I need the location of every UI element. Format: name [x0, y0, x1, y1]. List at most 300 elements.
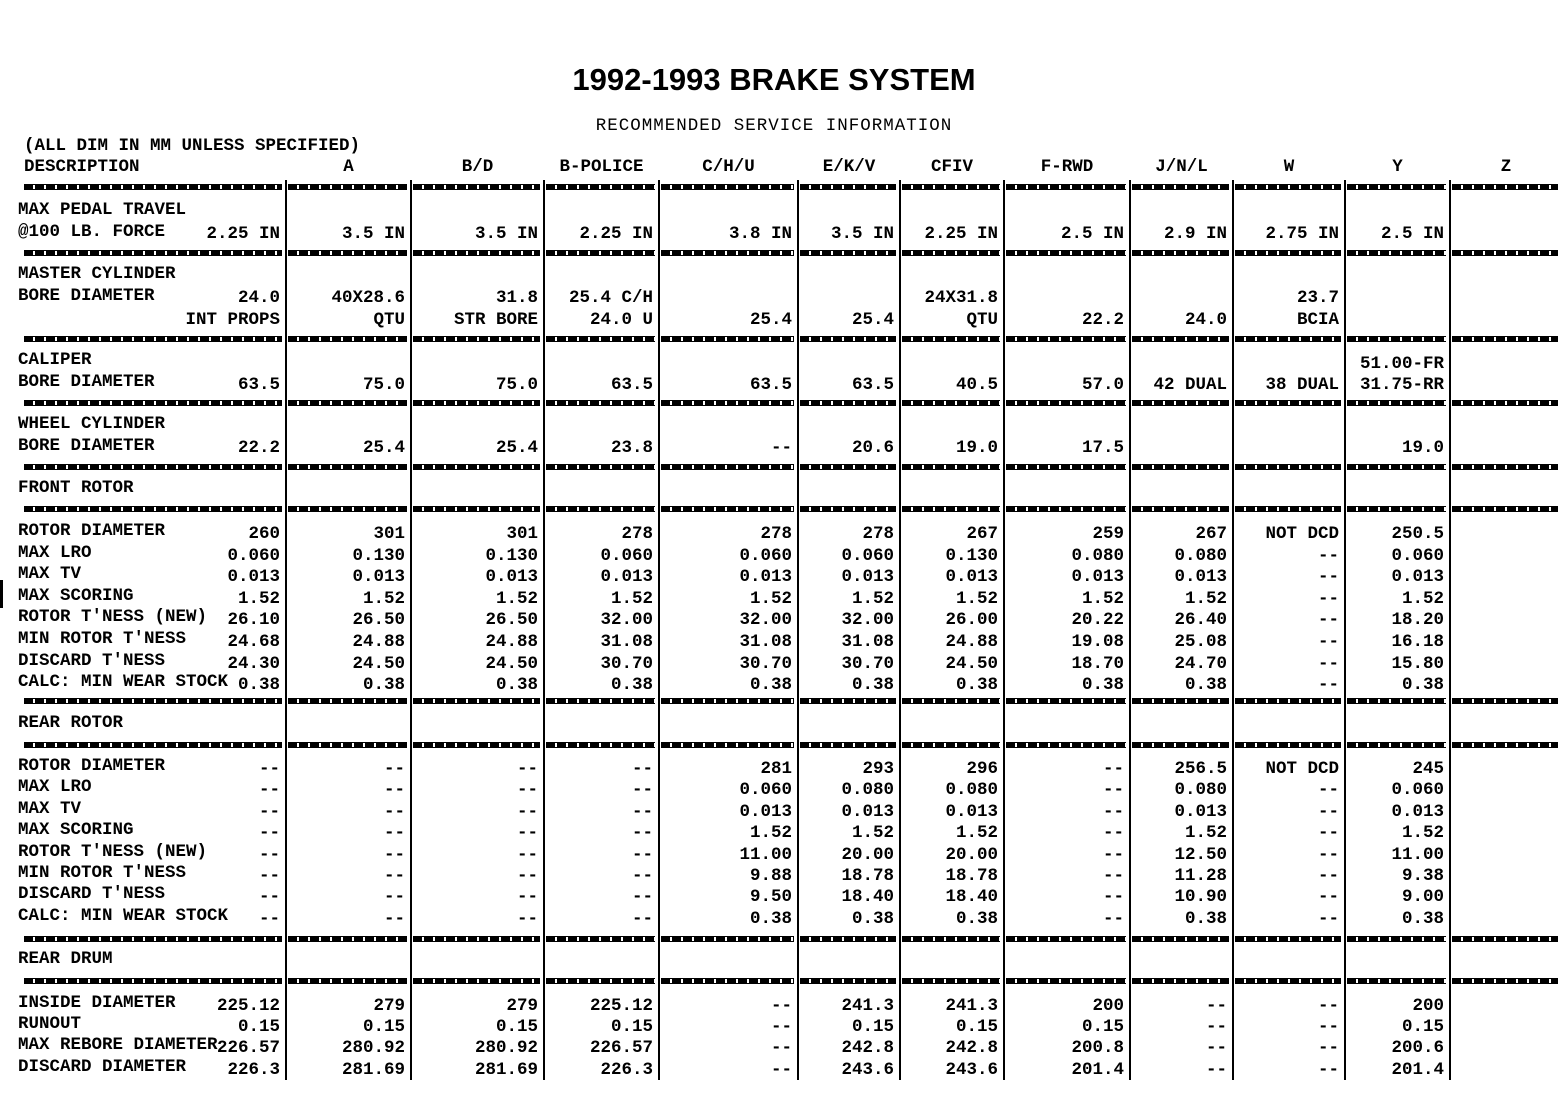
- table-cell: 245: [1412, 759, 1444, 779]
- table-cell: 11.00: [739, 844, 792, 865]
- separator-rule: [1132, 506, 1229, 512]
- table-cell: 256.5: [1174, 759, 1227, 779]
- table-cell: 0.013: [1391, 567, 1444, 588]
- separator-rule: [800, 464, 896, 470]
- separator-rule: [546, 400, 655, 406]
- table-cell: 0.38: [237, 675, 280, 696]
- table-cell: --: [1317, 1017, 1339, 1038]
- table-cell: --: [770, 438, 792, 458]
- table-cell: 0.080: [1174, 545, 1227, 566]
- table-cell: 26.00: [945, 610, 998, 631]
- table-cell: 0.060: [600, 545, 653, 566]
- table-cell: --: [516, 887, 538, 908]
- table-cell: 11.28: [1174, 866, 1227, 886]
- separator-rule: [1347, 742, 1446, 748]
- row-label: DISCARD T'NESS: [18, 650, 166, 671]
- table-cell: 30.70: [739, 653, 792, 674]
- separator-rule: [24, 698, 282, 704]
- separator-rule: [413, 742, 540, 748]
- separator-rule: [546, 336, 655, 342]
- separator-rule: [24, 464, 282, 470]
- table-cell: 31.8: [495, 288, 538, 308]
- separator-rule: [902, 742, 1000, 748]
- separator-rule: [1452, 698, 1558, 704]
- table-cell: 200.6: [1391, 1038, 1444, 1059]
- row-label: INSIDE DIAMETER: [18, 993, 176, 1013]
- table-cell: 281.69: [341, 1059, 405, 1080]
- table-cell: 243.6: [945, 1059, 998, 1080]
- table-cell: --: [631, 866, 653, 886]
- separator-rule: [800, 742, 896, 748]
- table-cell: 32.00: [600, 610, 653, 631]
- separator-rule: [1132, 464, 1229, 470]
- table-cell: 9.38: [1401, 866, 1444, 886]
- table-cell: --: [1317, 780, 1339, 801]
- table-cell: 301: [506, 524, 538, 544]
- table-cell: 0.013: [485, 567, 538, 588]
- table-cell: --: [258, 908, 280, 929]
- separator-rule: [1006, 698, 1126, 704]
- table-cell: NOT DCD: [1265, 524, 1339, 544]
- table-cell: 18.78: [945, 866, 998, 886]
- table-cell: --: [1317, 844, 1339, 865]
- separator-rule: [413, 978, 540, 984]
- table-cell: 18.78: [841, 866, 894, 886]
- table-cell: 26.40: [1174, 610, 1227, 631]
- separator-rule: [661, 506, 794, 512]
- table-cell: 0.130: [485, 545, 538, 566]
- separator-rule: [661, 464, 794, 470]
- column-header: C/H/U: [702, 157, 755, 177]
- separator-rule: [288, 506, 407, 512]
- table-cell: 2.5 IN: [1060, 224, 1124, 244]
- separator-rule: [1347, 400, 1446, 406]
- table-cell: 267: [966, 524, 998, 544]
- table-cell: --: [516, 844, 538, 865]
- table-cell: STR BORE: [453, 310, 538, 330]
- table-cell: 9.00: [1401, 887, 1444, 908]
- separator-rule: [1132, 184, 1229, 190]
- table-cell: --: [516, 759, 538, 779]
- separator-rule: [1132, 336, 1229, 342]
- table-cell: 242.8: [841, 1038, 894, 1059]
- table-cell: 1.52: [610, 588, 653, 609]
- separator-rule: [1452, 400, 1558, 406]
- table-cell: 0.013: [841, 801, 894, 822]
- table-cell: 0.38: [851, 675, 894, 696]
- separator-rule: [546, 184, 655, 190]
- table-cell: 24.68: [227, 632, 280, 652]
- table-cell: 10.90: [1174, 887, 1227, 908]
- table-cell: --: [631, 887, 653, 908]
- table-cell: --: [383, 823, 405, 844]
- table-cell: 201.4: [1071, 1059, 1124, 1080]
- table-cell: --: [258, 780, 280, 801]
- table-cell: --: [1102, 908, 1124, 929]
- table-cell: 31.08: [841, 632, 894, 652]
- column-header: A: [343, 157, 354, 177]
- table-cell: 24.50: [352, 653, 405, 674]
- table-cell: NOT DCD: [1265, 759, 1339, 779]
- table-cell: 0.15: [362, 1017, 405, 1038]
- table-cell: 31.08: [600, 632, 653, 652]
- separator-rule: [1347, 336, 1446, 342]
- separator-rule: [902, 978, 1000, 984]
- table-cell: 42 DUAL: [1153, 375, 1227, 395]
- table-cell: --: [1205, 1038, 1227, 1059]
- separator-rule: [902, 698, 1000, 704]
- table-cell: 18.40: [945, 887, 998, 908]
- table-cell: 3.5 IN: [830, 224, 894, 244]
- separator-rule: [288, 336, 407, 342]
- table-cell: 19.08: [1071, 632, 1124, 652]
- table-cell: --: [383, 759, 405, 779]
- table-cell: 260: [248, 524, 280, 544]
- table-cell: 0.080: [1174, 780, 1227, 801]
- table-cell: --: [258, 801, 280, 822]
- table-cell: 0.013: [739, 801, 792, 822]
- row-label: REAR ROTOR: [18, 713, 124, 733]
- table-cell: 278: [621, 524, 653, 544]
- separator-rule: [1006, 464, 1126, 470]
- separator-rule: [413, 698, 540, 704]
- table-cell: 0.38: [749, 675, 792, 696]
- separator-rule: [1235, 978, 1341, 984]
- table-cell: 0.013: [227, 567, 280, 588]
- separator-rule: [1235, 250, 1341, 256]
- table-cell: 1.52: [749, 823, 792, 844]
- table-cell: --: [1102, 887, 1124, 908]
- table-cell: 75.0: [495, 375, 538, 395]
- edge-mark: [0, 580, 3, 608]
- table-cell: 26.10: [227, 610, 280, 631]
- separator-rule: [800, 250, 896, 256]
- separator-rule: [288, 936, 407, 942]
- table-cell: 32.00: [739, 610, 792, 631]
- separator-rule: [1452, 742, 1558, 748]
- table-cell: --: [1102, 801, 1124, 822]
- table-cell: 0.013: [945, 567, 998, 588]
- separator-rule: [1006, 184, 1126, 190]
- table-cell: 2.25 IN: [579, 224, 653, 244]
- row-label: WHEEL CYLINDER: [18, 414, 166, 434]
- table-cell: [412, 354, 538, 375]
- table-cell: INT PROPS: [185, 310, 280, 330]
- separator-rule: [24, 936, 282, 942]
- table-cell: --: [383, 780, 405, 801]
- table-cell: 1.52: [495, 588, 538, 609]
- table-cell: 0.013: [1071, 567, 1124, 588]
- separator-rule: [546, 742, 655, 748]
- table-cell: --: [631, 780, 653, 801]
- separator-rule: [1132, 400, 1229, 406]
- table-cell: 24.0 U: [589, 310, 653, 330]
- table-cell: 0.15: [495, 1017, 538, 1038]
- table-cell: 2.25 IN: [206, 224, 280, 244]
- table-cell: 24.88: [945, 632, 998, 652]
- table-cell: --: [631, 801, 653, 822]
- table-cell: 0.060: [739, 545, 792, 566]
- row-label: MIN ROTOR T'NESS: [18, 863, 187, 883]
- table-cell: --: [1317, 866, 1339, 886]
- table-cell: 0.15: [610, 1017, 653, 1038]
- table-cell: --: [1317, 887, 1339, 908]
- units-note: (ALL DIM IN MM UNLESS SPECIFIED): [24, 136, 361, 156]
- separator-rule: [1006, 742, 1126, 748]
- table-cell: 63.5: [851, 375, 894, 395]
- table-cell: 200: [1092, 996, 1124, 1016]
- table-cell: 280.92: [474, 1038, 538, 1059]
- table-cell: 3.8 IN: [728, 224, 792, 244]
- table-cell: 63.5: [237, 375, 280, 395]
- separator-rule: [24, 506, 282, 512]
- separator-rule: [1235, 742, 1341, 748]
- separator-rule: [1347, 698, 1446, 704]
- table-cell: --: [1317, 1038, 1339, 1059]
- separator-rule: [24, 978, 282, 984]
- separator-rule: [1132, 698, 1229, 704]
- table-cell: --: [258, 823, 280, 844]
- row-label: BORE DIAMETER: [18, 286, 155, 306]
- table-cell: 51.00-FR: [1359, 354, 1444, 374]
- row-label: ROTOR T'NESS (NEW): [18, 841, 208, 862]
- table-cell: 23.8: [610, 438, 653, 458]
- table-cell: 25.4: [362, 438, 405, 458]
- separator-rule: [1452, 250, 1558, 256]
- table-cell: --: [770, 1017, 792, 1038]
- row-label: MAX REBORE DIAMETER: [18, 1035, 218, 1056]
- separator-rule: [288, 698, 407, 704]
- table-cell: 24.50: [945, 653, 998, 674]
- separator-rule: [661, 698, 794, 704]
- table-cell: --: [258, 759, 280, 779]
- table-cell: 0.15: [1081, 1017, 1124, 1038]
- table-cell: 226.3: [227, 1059, 280, 1080]
- separator-rule: [1347, 936, 1446, 942]
- table-cell: --: [1317, 632, 1339, 652]
- column-header: CFIV: [930, 157, 973, 177]
- column-divider: [1449, 180, 1451, 1080]
- table-cell: QTU: [966, 310, 998, 330]
- table-cell: 25.4 C/H: [568, 288, 653, 308]
- table-cell: 63.5: [749, 375, 792, 395]
- table-cell: [872, 354, 998, 375]
- table-cell: 0.080: [841, 780, 894, 801]
- table-cell: 24.0: [237, 288, 280, 308]
- table-cell: 75.0: [362, 375, 405, 395]
- separator-rule: [902, 506, 1000, 512]
- table-cell: 0.013: [945, 801, 998, 822]
- table-cell: QTU: [373, 310, 405, 330]
- table-cell: 1.52: [1184, 823, 1227, 844]
- table-cell: 0.060: [227, 545, 280, 566]
- separator-rule: [1006, 936, 1126, 942]
- table-cell: 26.50: [485, 610, 538, 631]
- table-cell: --: [1102, 759, 1124, 779]
- table-cell: 40X28.6: [331, 288, 405, 308]
- table-cell: --: [1102, 823, 1124, 844]
- table-cell: [1101, 288, 1227, 309]
- separator-rule: [1452, 506, 1558, 512]
- table-cell: [279, 354, 405, 375]
- table-cell: 226.57: [589, 1038, 653, 1059]
- separator-rule: [661, 184, 794, 190]
- table-cell: --: [770, 996, 792, 1016]
- table-cell: 1.52: [955, 823, 998, 844]
- table-cell: 0.080: [1071, 545, 1124, 566]
- row-label: MAX TV: [18, 564, 82, 585]
- table-cell: --: [770, 1038, 792, 1059]
- row-label: REAR DRUM: [18, 949, 113, 969]
- separator-rule: [661, 978, 794, 984]
- table-cell: 24.30: [227, 653, 280, 674]
- table-cell: 226.57: [216, 1038, 280, 1059]
- column-header: E/K/V: [822, 157, 876, 177]
- table-cell: 0.060: [1391, 545, 1444, 566]
- table-cell: 200: [1412, 996, 1444, 1016]
- table-cell: 0.38: [495, 675, 538, 696]
- row-label: DISCARD DIAMETER: [18, 1056, 187, 1077]
- table-cell: 241.3: [945, 996, 998, 1016]
- separator-rule: [24, 400, 282, 406]
- column-header: B/D: [461, 157, 494, 177]
- separator-rule: [1006, 506, 1126, 512]
- row-label: MAX LRO: [18, 542, 92, 563]
- separator-rule: [1235, 464, 1341, 470]
- separator-rule: [1006, 336, 1126, 342]
- row-label: DISCARD T'NESS: [18, 884, 166, 905]
- table-cell: 11.00: [1391, 844, 1444, 865]
- separator-rule: [1452, 464, 1558, 470]
- table-cell: --: [631, 908, 653, 929]
- separator-rule: [413, 936, 540, 942]
- table-cell: --: [1102, 866, 1124, 886]
- separator-rule: [1235, 184, 1341, 190]
- table-cell: 18.70: [1071, 653, 1124, 674]
- separator-rule: [661, 250, 794, 256]
- table-cell: 200.8: [1071, 1038, 1124, 1059]
- row-label: CALC: MIN WEAR STOCK: [18, 905, 229, 926]
- row-label: MASTER CYLINDER: [18, 264, 176, 284]
- separator-rule: [546, 506, 655, 512]
- row-label: MAX TV: [18, 798, 82, 819]
- separator-rule: [288, 250, 407, 256]
- separator-rule: [24, 336, 282, 342]
- table-cell: 280.92: [341, 1038, 405, 1059]
- row-label: FRONT ROTOR: [18, 478, 134, 498]
- table-cell: 1.52: [955, 588, 998, 609]
- separator-rule: [1347, 978, 1446, 984]
- table-cell: 201.4: [1391, 1059, 1444, 1080]
- table-cell: 24X31.8: [924, 288, 998, 308]
- separator-rule: [413, 464, 540, 470]
- table-cell: 2.75 IN: [1265, 224, 1339, 244]
- table-cell: 30.70: [600, 653, 653, 674]
- table-cell: 259: [1092, 524, 1124, 544]
- table-cell: --: [1317, 588, 1339, 609]
- table-cell: --: [631, 759, 653, 779]
- table-cell: 0.013: [1174, 801, 1227, 822]
- separator-rule: [1452, 184, 1558, 190]
- description-header: DESCRIPTION: [24, 157, 140, 177]
- table-cell: 0.013: [841, 567, 894, 588]
- table-cell: --: [631, 823, 653, 844]
- separator-rule: [1132, 250, 1229, 256]
- table-cell: 0.013: [352, 567, 405, 588]
- separator-rule: [413, 250, 540, 256]
- separator-rule: [1452, 978, 1558, 984]
- table-cell: 1.52: [237, 588, 280, 609]
- table-cell: 0.013: [1174, 567, 1227, 588]
- separator-rule: [288, 464, 407, 470]
- table-cell: 23.7: [1296, 288, 1339, 308]
- table-cell: --: [258, 887, 280, 908]
- separator-rule: [413, 400, 540, 406]
- table-cell: 0.38: [749, 908, 792, 929]
- table-cell: 18.40: [841, 887, 894, 908]
- table-cell: 1.52: [1401, 588, 1444, 609]
- table-cell: 0.013: [739, 567, 792, 588]
- table-cell: 0.013: [600, 567, 653, 588]
- row-label: ROTOR T'NESS (NEW): [18, 607, 208, 628]
- row-label: CALIPER: [18, 350, 92, 370]
- row-label: MAX PEDAL TRAVEL: [18, 200, 187, 220]
- table-cell: 1.52: [749, 588, 792, 609]
- table-cell: 225.12: [589, 996, 653, 1016]
- table-cell: 30.70: [841, 653, 894, 674]
- separator-rule: [413, 506, 540, 512]
- column-divider: [658, 180, 660, 1080]
- table-cell: 31.08: [739, 632, 792, 652]
- table-cell: 25.4: [495, 438, 538, 458]
- separator-rule: [902, 464, 1000, 470]
- table-cell: 24.88: [352, 632, 405, 652]
- table-cell: 24.88: [485, 632, 538, 652]
- table-cell: --: [1317, 610, 1339, 631]
- table-cell: 0.15: [237, 1017, 280, 1038]
- table-cell: 2.5 IN: [1380, 224, 1444, 244]
- separator-rule: [288, 742, 407, 748]
- table-cell: 0.130: [945, 545, 998, 566]
- separator-rule: [413, 336, 540, 342]
- table-cell: 225.12: [216, 996, 280, 1016]
- table-cell: 0.38: [610, 675, 653, 696]
- table-cell: 0.060: [739, 780, 792, 801]
- table-cell: 2.9 IN: [1163, 224, 1227, 244]
- separator-rule: [1132, 978, 1229, 984]
- table-cell: 17.5: [1081, 438, 1124, 458]
- table-cell: [1318, 310, 1444, 331]
- table-cell: 20.00: [841, 844, 894, 865]
- table-cell: 293: [862, 759, 894, 779]
- table-cell: --: [770, 1059, 792, 1080]
- table-cell: 38 DUAL: [1265, 375, 1339, 395]
- table-cell: 0.15: [955, 1017, 998, 1038]
- table-cell: --: [1205, 1059, 1227, 1080]
- table-cell: 0.15: [1401, 1017, 1444, 1038]
- separator-rule: [1347, 250, 1446, 256]
- table-cell: 0.060: [841, 545, 894, 566]
- table-cell: BCIA: [1296, 310, 1339, 330]
- table-cell: 279: [373, 996, 405, 1016]
- table-cell: --: [631, 844, 653, 865]
- table-cell: 0.38: [1401, 675, 1444, 696]
- table-cell: 0.38: [1184, 908, 1227, 929]
- table-cell: 226.3: [600, 1059, 653, 1080]
- separator-rule: [800, 698, 896, 704]
- table-cell: --: [516, 801, 538, 822]
- table-cell: --: [516, 866, 538, 886]
